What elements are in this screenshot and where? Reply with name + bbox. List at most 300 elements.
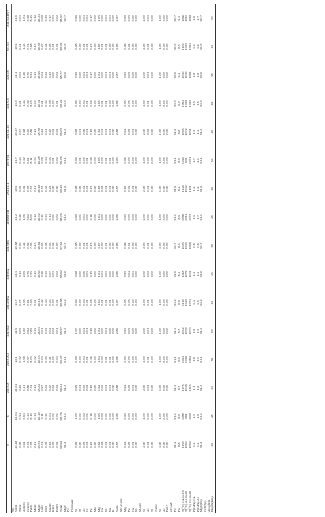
- table-cell: 0.00: [92, 271, 97, 278]
- table-cell: 1.64: [96, 327, 101, 335]
- table-cell: 0.00: [165, 242, 170, 249]
- table-cell: 0.10: [32, 100, 37, 107]
- table-cell: 1025: [188, 99, 193, 108]
- table-cell: 0.12: [21, 157, 26, 164]
- table-cell: 0.00: [100, 214, 105, 221]
- table-cell: 91.1: [62, 413, 67, 420]
- table-cell: 0.01: [51, 15, 56, 22]
- table-cell: 0.98: [74, 43, 79, 50]
- table-cell: 0.16: [89, 299, 94, 306]
- table-cell: 0.01: [103, 100, 108, 107]
- table-cell: 0.05: [51, 441, 56, 448]
- table-cell: 0.04: [126, 271, 131, 278]
- table-cell: 0.00: [165, 15, 170, 22]
- table-cell: 0.16: [89, 100, 94, 107]
- table-cell: 1.04: [21, 15, 26, 22]
- row-label: Mg: [123, 507, 128, 512]
- table-cell: 48: [210, 215, 215, 220]
- table-cell: 0.03: [81, 214, 86, 221]
- table-cell: 0.01: [78, 413, 83, 420]
- table-cell: 0.34: [44, 43, 49, 50]
- table-cell: 0.99: [74, 441, 79, 448]
- table-cell: 91.1: [62, 157, 67, 164]
- table-cell: 1.00: [157, 441, 162, 448]
- table-cell: 0.00: [92, 242, 97, 249]
- table-cell: 0.05: [81, 441, 86, 448]
- table-cell: 0.98: [74, 271, 79, 278]
- table-cell: 0.01: [103, 441, 108, 448]
- table-cell: 2.88: [115, 384, 120, 392]
- table-cell: 91.5: [199, 43, 204, 50]
- table-cell: 0.72: [25, 441, 30, 448]
- table-cell: 0.57: [25, 356, 30, 363]
- table-cell: 0.01: [103, 384, 108, 392]
- table-cell: 0.00: [134, 413, 139, 420]
- table-cell: 0.11: [32, 441, 37, 448]
- table-cell: 1.4: [191, 300, 196, 305]
- table-cell: 0.16: [89, 356, 94, 363]
- table-cell: 40.9: [14, 185, 19, 192]
- table-cell: 8.00: [29, 214, 34, 221]
- table-cell: 91.1: [173, 157, 178, 164]
- table-cell: 0.00: [111, 413, 116, 420]
- table-cell: 0.73: [40, 185, 45, 192]
- table-cell: 0.02: [51, 128, 56, 136]
- table-cell: 0.00: [149, 157, 154, 164]
- column-header: 22L34-11: [7, 118, 12, 146]
- table-cell: 0.01: [85, 128, 90, 136]
- table-cell: 0.05: [126, 100, 131, 107]
- table-cell: 91.1: [62, 214, 67, 221]
- table-cell: 2.87: [115, 185, 120, 192]
- table-cell: 0.46: [18, 214, 23, 221]
- table-cell: 0.01: [55, 43, 60, 50]
- table-cell: 0.01: [107, 15, 112, 22]
- table-cell: 91.3: [199, 384, 204, 392]
- table-cell: 0.95: [123, 100, 128, 107]
- table-cell: 0.00: [111, 299, 116, 306]
- table-cell: 0.25: [47, 71, 52, 79]
- table-cell: 0.00: [55, 185, 60, 192]
- table-cell: 0.00: [92, 384, 97, 392]
- table-cell: 0.04: [81, 242, 86, 249]
- table-cell: 45.91: [36, 270, 41, 279]
- table-cell: 0.00: [78, 441, 83, 448]
- table-cell: 1.00: [157, 71, 162, 79]
- table-cell: 41.7: [14, 299, 19, 306]
- table-cell: 0.01: [146, 71, 151, 79]
- table-cell: 0.01: [103, 157, 108, 164]
- table-cell: 0.01: [55, 100, 60, 107]
- table-cell: 1115: [188, 384, 193, 392]
- table-cell: 42.1: [14, 356, 19, 363]
- table-cell: 0.00: [149, 15, 154, 22]
- table-cell: 1024: [180, 355, 185, 364]
- table-cell: 1051: [188, 128, 193, 136]
- row-label: Si: [142, 509, 147, 512]
- row-label: Fe3+: [165, 504, 170, 512]
- table-cell: 1.64: [96, 214, 101, 221]
- table-cell: 1038: [184, 99, 189, 108]
- table-cell: 1.00: [157, 15, 162, 22]
- table-cell: 0.01: [146, 43, 151, 50]
- table-cell: 0.00: [111, 271, 116, 278]
- table-cell: 1.00: [157, 242, 162, 249]
- table-cell: 2.85: [115, 43, 120, 50]
- table-cell: 1.6: [195, 44, 200, 49]
- table-cell: 0.11: [18, 43, 23, 50]
- table-cell: 0.01: [85, 271, 90, 278]
- table-cell: 1.2: [191, 186, 196, 192]
- table-cell: 0.01: [103, 128, 108, 136]
- table-cell: 1010: [184, 14, 189, 22]
- table-cell: 0.00: [134, 299, 139, 306]
- table-cell: 0.00: [51, 100, 56, 107]
- table-cell: 45.78: [36, 127, 41, 136]
- table-cell: 0.00: [149, 100, 154, 107]
- table-cell: 0.01: [130, 441, 135, 448]
- table-cell: 0.95: [123, 299, 128, 306]
- table-cell: 0.01: [146, 185, 151, 192]
- table-cell: 0.98: [74, 242, 79, 249]
- table-cell: 0.02: [55, 384, 60, 392]
- table-cell: 0.21: [47, 356, 52, 363]
- table-cell: 1.00: [157, 128, 162, 136]
- table-cell: 0.00: [107, 271, 112, 278]
- table-cell: 8.9: [177, 215, 182, 220]
- row-label: Ti: [149, 508, 154, 512]
- table-cell: 1.4: [195, 442, 200, 447]
- row-label: Fe: [126, 508, 131, 512]
- table-cell: 0.17: [47, 15, 52, 22]
- table-cell: 0.00: [111, 384, 116, 392]
- table-cell: 0.62: [25, 214, 30, 221]
- table-cell: 0.30: [47, 384, 52, 392]
- table-cell: 91.5: [62, 43, 67, 50]
- row-label: Cr2O3: [25, 502, 30, 512]
- table-cell: 0.04: [81, 327, 86, 335]
- table-cell: 0.05: [126, 441, 131, 448]
- table-cell: 0.05: [126, 128, 131, 136]
- row-label: Al: [81, 508, 86, 512]
- table-cell: 46.03: [36, 327, 41, 336]
- table-cell: 0.98: [74, 185, 79, 192]
- table-cell: 1.00: [74, 327, 79, 335]
- table-cell: 2.00: [142, 100, 147, 107]
- table-cell: 1.8: [191, 243, 196, 248]
- table-cell: 0.13: [32, 71, 37, 79]
- row-label: Fo: [66, 508, 71, 512]
- table-cell: 0.00: [134, 43, 139, 50]
- table-cell: 1.63: [96, 128, 101, 136]
- table-cell: 0.00: [92, 157, 97, 164]
- table-cell: 91.6: [62, 185, 67, 192]
- table-cell: 41.4: [14, 71, 19, 79]
- table-cell: 0.00: [130, 327, 135, 335]
- table-cell: 1.2: [191, 442, 196, 447]
- table-cell: 0.00: [165, 271, 170, 278]
- table-cell: 0.39: [25, 100, 30, 107]
- table-cell: 0.04: [126, 185, 131, 192]
- table-cell: 0.11: [32, 271, 37, 278]
- table-cell: 0.00: [161, 100, 166, 107]
- table-cell: 0.00: [134, 128, 139, 136]
- table-cell: 0.22: [40, 128, 45, 136]
- table-cell: 1.5: [195, 300, 200, 305]
- column-header: 20CT04: [7, 146, 12, 174]
- table-cell: 0.00: [100, 71, 105, 79]
- table-cell: 91.7: [173, 242, 178, 249]
- table-cell: 2.86: [115, 271, 120, 278]
- table-cell: 0.24: [47, 299, 52, 306]
- table-cell: 0.00: [149, 441, 154, 448]
- table-cell: 8.7: [177, 328, 182, 334]
- table-cell: 0.00: [111, 242, 116, 249]
- table-cell: 1.00: [157, 413, 162, 420]
- table-cell: 0.00: [161, 327, 166, 335]
- table-cell: 2.00: [142, 242, 147, 249]
- table-cell: 0.43: [25, 413, 30, 420]
- table-cell: 8.9: [177, 158, 182, 163]
- table-cell: 0.01: [103, 413, 108, 420]
- table-cell: 35: [210, 386, 215, 390]
- table-cell: 0.06: [81, 271, 86, 278]
- table-cell: 0.00: [149, 185, 154, 192]
- table-cell: 0.01: [103, 299, 108, 306]
- table-cell: 0.05: [18, 327, 23, 335]
- table-cell: 0.11: [32, 185, 37, 192]
- table-cell: 0.04: [47, 413, 52, 420]
- table-cell: 0.99: [74, 214, 79, 221]
- table-cell: 91.5: [173, 43, 178, 50]
- table-cell: 2.00: [142, 356, 147, 363]
- section-label: M1,2-site: [119, 498, 124, 512]
- table-cell: 0.02: [55, 441, 60, 448]
- table-cell: 0.96: [123, 43, 128, 50]
- table-cell: 7.78: [29, 441, 34, 448]
- table-cell: 1080: [180, 213, 185, 221]
- table-cell: 0.01: [103, 71, 108, 79]
- table-cell: 45: [210, 44, 215, 49]
- table-cell: 0.13: [32, 327, 37, 335]
- table-cell: 91.3: [62, 327, 67, 335]
- table-cell: 0.00: [161, 242, 166, 249]
- table-cell: 1.65: [96, 100, 101, 107]
- table-cell: 0.34: [44, 157, 49, 164]
- table-cell: 1.9: [191, 328, 196, 334]
- table-cell: 0.96: [123, 157, 128, 164]
- table-cell: 0.00: [111, 71, 116, 79]
- table-cell: 0.32: [40, 299, 45, 306]
- table-cell: 1.4: [191, 271, 196, 277]
- table-cell: 0.02: [100, 185, 105, 192]
- table-cell: 8.8: [177, 129, 182, 135]
- table-cell: 98.98: [58, 298, 63, 307]
- table-cell: 9.3: [177, 16, 182, 21]
- table-cell: 0.00: [18, 242, 23, 249]
- table-cell: 0.15: [89, 242, 94, 249]
- table-cell: 0.06: [18, 441, 23, 448]
- row-label: T(°C) Al-in-Ol: [184, 490, 189, 512]
- table-cell: 0.00: [134, 242, 139, 249]
- table-cell: 0.00: [149, 327, 154, 335]
- table-cell: 0.03: [47, 242, 52, 249]
- table-cell: 38: [210, 187, 215, 191]
- row-label: CaO: [40, 505, 45, 512]
- table-cell: 0.01: [103, 15, 108, 22]
- table-cell: 0.00: [107, 242, 112, 249]
- table-cell: 0.06: [81, 128, 86, 136]
- table-cell: 0.00: [161, 71, 166, 79]
- table-cell: 91.2: [62, 128, 67, 136]
- table-cell: 1.7: [195, 16, 200, 21]
- table-cell: 0.00: [92, 356, 97, 363]
- table-cell: 0.95: [123, 356, 128, 363]
- table-cell: 46.28: [36, 156, 41, 165]
- table-cell: 0.00: [134, 441, 139, 448]
- table-cell: 1150: [180, 441, 185, 449]
- table-cell: 0.03: [81, 15, 86, 22]
- table-cell: 0.00: [165, 185, 170, 192]
- table-cell: 8.4: [177, 271, 182, 277]
- table-cell: 0.00: [134, 71, 139, 79]
- table-cell: 0.02: [51, 327, 56, 335]
- table-cell: 46.82: [36, 241, 41, 250]
- column-header: 4D5BT1B: [7, 203, 12, 231]
- row-label: TiO2: [18, 504, 23, 512]
- table-cell: 1.6: [195, 72, 200, 78]
- table-cell: 0.01: [85, 299, 90, 306]
- table-cell: 56: [210, 73, 215, 77]
- table-cell: 0.12: [18, 356, 23, 363]
- table-cell: 1.00: [157, 356, 162, 363]
- table-cell: 0.00: [100, 242, 105, 249]
- table-cell: 1093: [188, 43, 193, 51]
- table-cell: 0.01: [78, 384, 83, 392]
- table-cell: 45.51: [36, 440, 41, 449]
- table-cell: 2.09: [21, 271, 26, 278]
- table-cell: 0.00: [107, 43, 112, 50]
- table-cell: 46.35: [36, 42, 41, 51]
- table-cell: 0.01: [100, 128, 105, 136]
- table-cell: 0.00: [78, 299, 83, 306]
- table-cell: 0.16: [89, 441, 94, 448]
- section-label: Formula: [70, 499, 75, 512]
- table-cell: 0.99: [74, 157, 79, 164]
- table-cell: 91.7: [62, 242, 67, 249]
- table-cell: 91.0: [62, 100, 67, 107]
- table-cell: 8.11: [29, 157, 34, 164]
- table-cell: 0.00: [100, 413, 105, 420]
- table-cell: 0.17: [89, 71, 94, 79]
- table-cell: 0.49: [18, 384, 23, 392]
- table-cell: 0.11: [40, 413, 45, 420]
- table-cell: 0.01: [18, 15, 23, 22]
- table-cell: 98.31: [58, 383, 63, 392]
- table-cell: 0.04: [81, 71, 86, 79]
- row-label: Mg: [96, 507, 101, 512]
- table-cell: 1.6: [195, 385, 200, 391]
- table-cell: 7.85: [29, 327, 34, 335]
- table-cell: 0.00: [134, 157, 139, 164]
- row-label: K: [111, 509, 116, 512]
- table-cell: 0.95: [123, 71, 128, 79]
- row-label: ΔlogfO2: [206, 499, 211, 512]
- table-cell: 0.15: [89, 43, 94, 50]
- table-cell: 1.62: [96, 441, 101, 448]
- table-cell: 1073: [188, 327, 193, 335]
- table-cell: 1080: [180, 412, 185, 420]
- table-cell: 46.13: [36, 355, 41, 364]
- table-cell: 1101: [188, 185, 193, 193]
- row-label: Fo: [173, 508, 178, 512]
- table-cell: 0.00: [78, 356, 83, 363]
- table-cell: 0.31: [44, 128, 49, 136]
- table-cell: 0.00: [165, 299, 170, 306]
- table-cell: 91.0: [199, 100, 204, 107]
- table-cell: 0.59: [25, 242, 30, 249]
- table-cell: 1018: [184, 384, 189, 392]
- table-cell: 0.02: [51, 242, 56, 249]
- table-cell: 0.00: [165, 356, 170, 363]
- table-cell: 0.02: [146, 128, 151, 136]
- table-cell: 0.00: [161, 185, 166, 192]
- table-cell: 91.3: [173, 327, 178, 335]
- table-cell: 0.00: [149, 299, 154, 306]
- table-cell: 0.78: [25, 185, 30, 192]
- table-cell: 0.62: [25, 327, 30, 335]
- table-cell: 0.03: [18, 71, 23, 79]
- table-cell: 1.00: [157, 327, 162, 335]
- table-cell: 1.64: [96, 356, 101, 363]
- column-header: 2SL12-1: [7, 175, 12, 203]
- table-cell: 91.2: [62, 441, 67, 448]
- row-label: K2O: [51, 505, 56, 512]
- table-cell: 46.18: [36, 184, 41, 193]
- table-cell: 0.01: [103, 43, 108, 50]
- table-row: [211, 4, 215, 513]
- row-label: Al: [161, 508, 166, 512]
- table-cell: 8.4: [177, 186, 182, 192]
- table-cell: 98.67: [58, 14, 63, 23]
- table-cell: 0.00: [149, 128, 154, 136]
- table-cell: 0.01: [146, 214, 151, 221]
- table-cell: 91.6: [199, 185, 204, 192]
- row-label: P2O5: [55, 503, 60, 512]
- table-cell: 0.00: [149, 384, 154, 392]
- table-cell: 46.40: [36, 412, 41, 421]
- table-cell: 91.6: [199, 271, 204, 278]
- table-cell: 9.0: [177, 101, 182, 106]
- table-cell: 8.9: [177, 357, 182, 362]
- table-cell: 0.00: [92, 100, 97, 107]
- table-cell: 48: [210, 414, 215, 419]
- table-cell: 0.02: [55, 214, 60, 221]
- table-cell: 1.00: [157, 100, 162, 107]
- table-cell: 0.00: [111, 15, 116, 22]
- table-cell: 1.3: [195, 271, 200, 277]
- table-cell: 0.00: [165, 71, 170, 79]
- table-cell: 91.0: [173, 100, 178, 107]
- table-cell: 0.00: [130, 214, 135, 221]
- table-cell: 56: [210, 243, 215, 248]
- table-cell: 2.00: [142, 185, 147, 192]
- table-cell: 0.00: [134, 15, 139, 22]
- table-cell: 1110: [180, 299, 185, 307]
- table-cell: 45: [210, 272, 215, 276]
- table-cell: 0.33: [44, 384, 49, 392]
- table-cell: 98.62: [58, 270, 63, 279]
